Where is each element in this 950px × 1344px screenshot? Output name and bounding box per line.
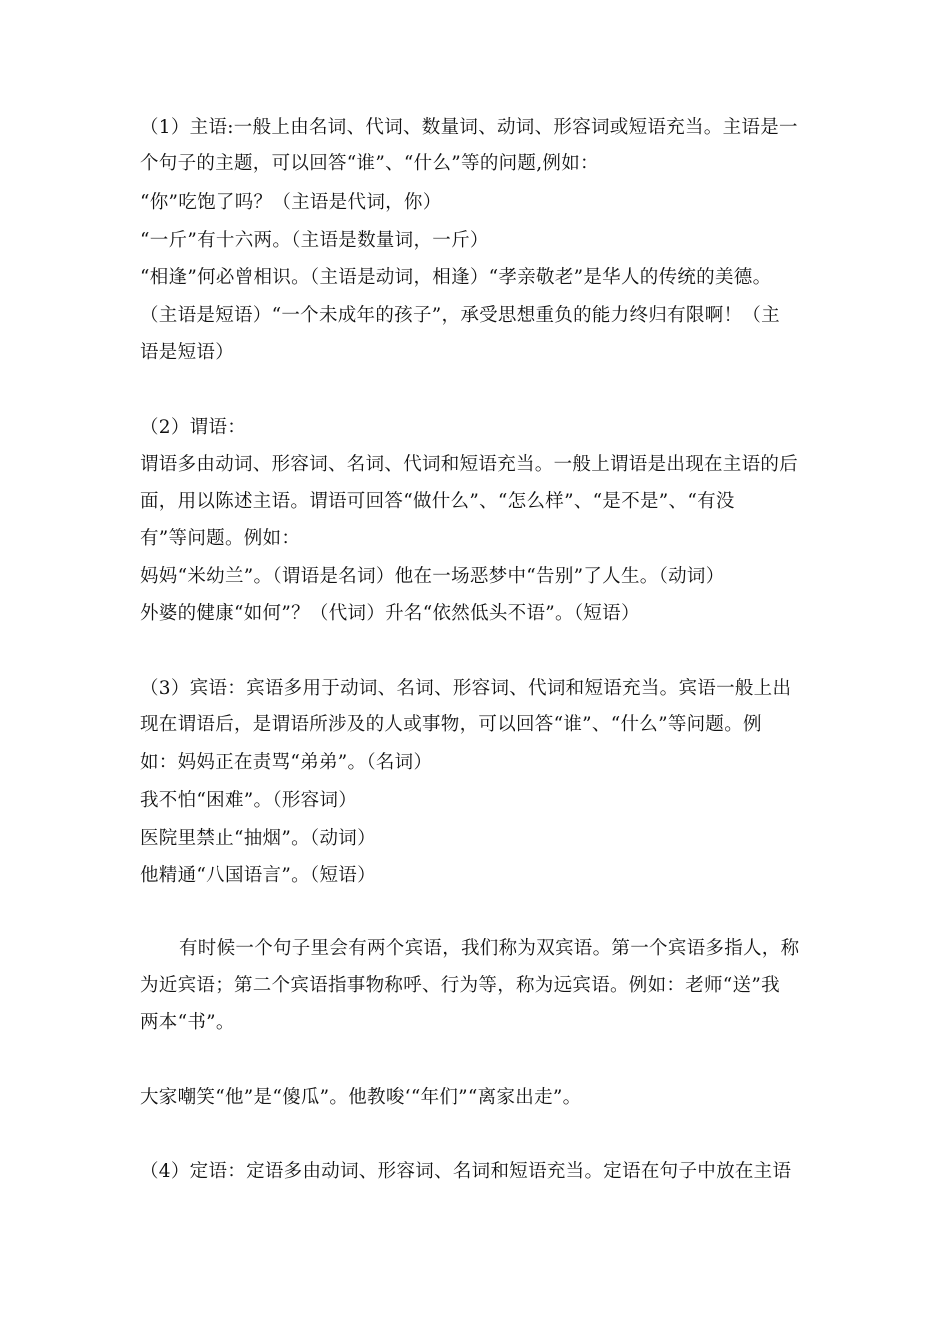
paragraph-line: 他精通“八国语言”。（短语）	[140, 865, 376, 886]
paragraph-line: 如：妈妈正在责骂“弟弟”。（名词）	[140, 752, 433, 773]
paragraph-line: 面，用以陈述主语。谓语可回答“做什么”、“怎么样”、“是不是”、“有没	[140, 491, 735, 512]
paragraph-line: （3）宾语：宾语多用于动词、名词、形容词、代词和短语充当。宾语一般上出	[140, 678, 792, 699]
paragraph-line: 有”等问题。例如：	[140, 528, 301, 549]
paragraph-line: “一斤”有十六两。（主语是数量词，一斤）	[140, 230, 489, 251]
paragraph-line: 大家嘲笑“他”是“傻瓜”。他教唆‘“年们”“离家出走”。	[140, 1087, 582, 1108]
paragraph-line: 妈妈“米幼兰”。（谓语是名词）他在一场恶梦中“告别”了人生。（动词）	[140, 566, 725, 587]
paragraph-line: 语是短语）	[140, 342, 235, 363]
paragraph-line: 现在谓语后，是谓语所涉及的人或事物，可以回答“谁”、“什么”等问题。例	[140, 714, 762, 735]
paragraph-line: （主语是短语）“一个未成年的孩子”，承受思想重负的能力终归有限啊！（主	[140, 305, 780, 326]
paragraph-line: 外婆的健康“如何”？（代词）升名“依然低头不语”。（短语）	[140, 603, 640, 624]
paragraph-line: 谓语多由动词、形容词、名词、代词和短语充当。一般上谓语是出现在主语的后	[140, 454, 799, 475]
section-heading: （2）谓语：	[140, 417, 247, 438]
paragraph-line: 为近宾语；第二个宾语指事物称呼、行为等，称为远宾语。例如：老师“送”我	[140, 975, 780, 996]
paragraph-line: “相逢”何必曾相识。（主语是动词，相逢）“孝亲敬老”是华人的传统的美德。	[140, 267, 772, 288]
paragraph-line: 两本“书”。	[140, 1012, 235, 1033]
paragraph-line: （1）主语:一般上由名词、代词、数量词、动词、形容词或短语充当。主语是一	[140, 117, 798, 138]
paragraph-line: “你”吃饱了吗？（主语是代词，你）	[140, 192, 442, 213]
paragraph-line: 我不怕“困难”。（形容词）	[140, 790, 358, 811]
paragraph-line: 个句子的主题，可以回答“谁”、“什么”等的问题,例如：	[140, 153, 599, 174]
paragraph-line: （4）定语：定语多由动词、形容词、名词和短语充当。定语在句子中放在主语	[140, 1161, 792, 1182]
paragraph-line: 有时候一个句子里会有两个宾语，我们称为双宾语。第一个宾语多指人，称	[179, 938, 800, 959]
paragraph-line: 医院里禁止“抽烟”。（动词）	[140, 828, 376, 849]
